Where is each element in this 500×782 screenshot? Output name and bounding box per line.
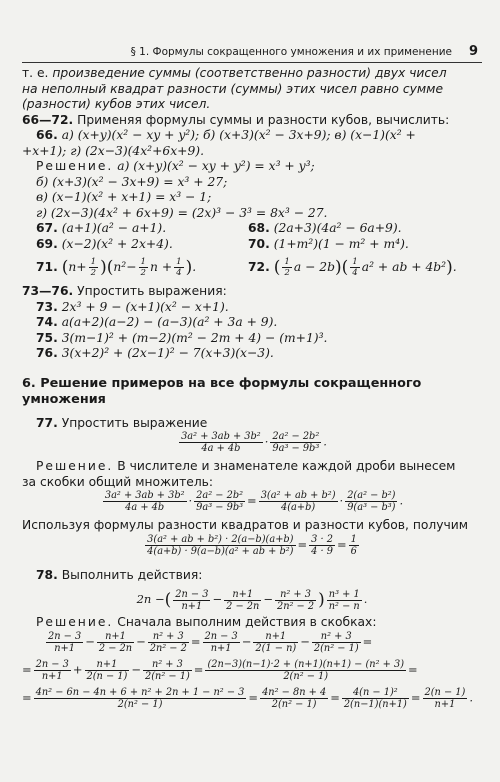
exercise-66-cont: +x+1); г) (2x−3)(4x²+6x+9). (22, 143, 204, 158)
exercises-69-70: 69. (x−2)(x² + 2x+4). 70. (1+m²)(1 − m² + m⁴). (36, 236, 409, 251)
solution-78-intro: Решение. Сначала выполним действия в скобках: (36, 615, 377, 629)
exercise-75: 75. 3(m−1)² + (m−2)(m² − 2m + 4) − (m+1)³. (36, 330, 328, 345)
exercises-67-68: 67. (a+1)(a² − a+1). 68. (2a+3)(4a² − 6a+9). (36, 221, 402, 235)
solution-66-d: г) (2x−3)(4x² + 6x+9) = (2x)³ − 3³ = 8x³ − 27. (36, 205, 328, 220)
exercise-74: 74. a(a+2)(a−2) − (a−3)(a² + 3a + 9). (36, 315, 278, 329)
solution-77-line-1: Решение. В числителе и знаменателе каждой дроби вынесем (36, 459, 456, 473)
solution-66-c: в) (x−1)(x² + x+1) = x³ − 1; (36, 190, 212, 204)
exercise-78-expression: 2n −( $\frac{2n - 3}{n+1}$ − $\frac{n+1}{2 - 2n}$ − $\frac{\text{n² + 3}}{\text{2n² − 2}}$ ) $\frac{\text{n³ + 1}}{\text{n² − n}}$ . (136, 588, 368, 612)
solution-77-factored: $\frac{\text{3a² + 3ab + 3b²}}{4a + 4b}$ · $\frac{\text{2a² − 2b²}}{\text{9a³ − 9b³}}$ = $\frac{\text{3(a² + ab + b²)}}{4(a+b)}$ · $\frac{\text{2(a² − b²)}}{\text{9(a³ − b³)}}$ . (104, 490, 404, 513)
section-6-heading: 6. Решение примеров на все формулы сокращенного умножения (22, 375, 422, 407)
solution-78-step-3: = $\frac{\text{4n² − 6n − 4n + 6 + n² + 2n + 1 − n² − 3}}{\text{2(n² − 1)}}$ = $\frac{\text{4n² − 8n + 4}}{\text{2(n² − 1)}}$ = $\frac{\text{4(n − 1)²}}{2(n-1)(n+1)}$ = $\frac{2(n - 1)}{n+1}$ . (22, 686, 474, 710)
page-number: 9 (468, 44, 478, 59)
solution-78-step-1: $\frac{2n - 3}{n+1}$ − $\frac{n+1}{2 - 2n}$ − $\frac{\text{n² + 3}}{\text{2n² − 2}}$ = $\frac{2n - 3}{n+1}$ − $\frac{n+1}{2(1 - n)}$ − $\frac{\text{n² + 3}}{\text{2(n² − 1)}}$ = (48, 630, 373, 654)
solution-77-line-2: за скобки общий множитель: (22, 474, 214, 489)
solution-66-a: Решение. а) (x+y)(x² − xy + y²) = x³ + y³; (36, 159, 315, 173)
page-content (22, 66, 482, 715)
intro-line-1: т. е. произведение суммы (соответственно разности) двух чисел (22, 66, 447, 80)
task-73-76-heading: 73—76. Упростить выражения: (22, 284, 227, 298)
exercise-77-expression: $\frac{\text{3a² + 3ab + 3b²}}{4a + 4b}$ · $\frac{\text{2a² − 2b²}}{\text{9a³ − 9b³}}$ . (181, 431, 327, 454)
task-66-72-heading: 66—72. Применяя формулы суммы и разности кубов, вычислить: (22, 112, 450, 127)
page-header (22, 40, 482, 63)
solution-77-result: $\frac{\text{3(a² + ab + b²) · 2(a−b)(a+b)}}{\text{4(a+b) · 9(a−b)(a² + ab + b²)}}$ = $\frac{3 \cdot 2}{4 \cdot 9}$ = $\frac{1}{6}$ (147, 533, 357, 557)
exercise-77-heading: 77. Упростить выражение (36, 415, 208, 430)
intro-line-2: на неполный квадрат разности (суммы) этих чисел равно сумме (22, 81, 444, 96)
exercise-78-heading: 78. Выполнить действия: (36, 567, 203, 582)
exercise-73: 73. 2x³ + 9 − (x+1)(x² − x+1). (36, 299, 229, 314)
exercise-66: 66. а) (x+y)(x² − xy + y²); б) (x+3)(x² − 3x+9); в) (x−1)(x² + (36, 128, 416, 142)
solution-66-b: б) (x+3)(x² − 3x+9) = x³ + 27; (36, 174, 228, 189)
solution-77-explanation: Используя формулы разности квадратов и разности кубов, получим (22, 518, 469, 532)
intro-line-3: (разности) кубов этих чисел. (22, 97, 211, 111)
exercise-76: 76. 3(x+2)² + (2x−1)² − 7(x+3)(x−3). (36, 346, 274, 360)
running-title: § 1. Формулы сокращенного умножения и их применение (130, 46, 452, 58)
solution-78-step-2: = $\frac{2n - 3}{n+1}$ + $\frac{n+1}{2(n - 1)}$ − $\frac{\text{n² + 3}}{\text{2(n² − 1)}}$ = $\frac{\text{(2n−3)(n−1)·2 + (n+1)(n+1) − (n² + 3)}}{\text{2(n² − 1)}}$ = (22, 658, 418, 682)
exercises-71-72: 71. (n+ $\frac{1}{2}$ )(n²− $\frac{1}{2}$ n + $\frac{1}{4}$ ). 72. ( $\frac{1}{2}$ a − 2b)( $\frac{1}{4}$ a² + ab + 4b²). (36, 256, 457, 278)
